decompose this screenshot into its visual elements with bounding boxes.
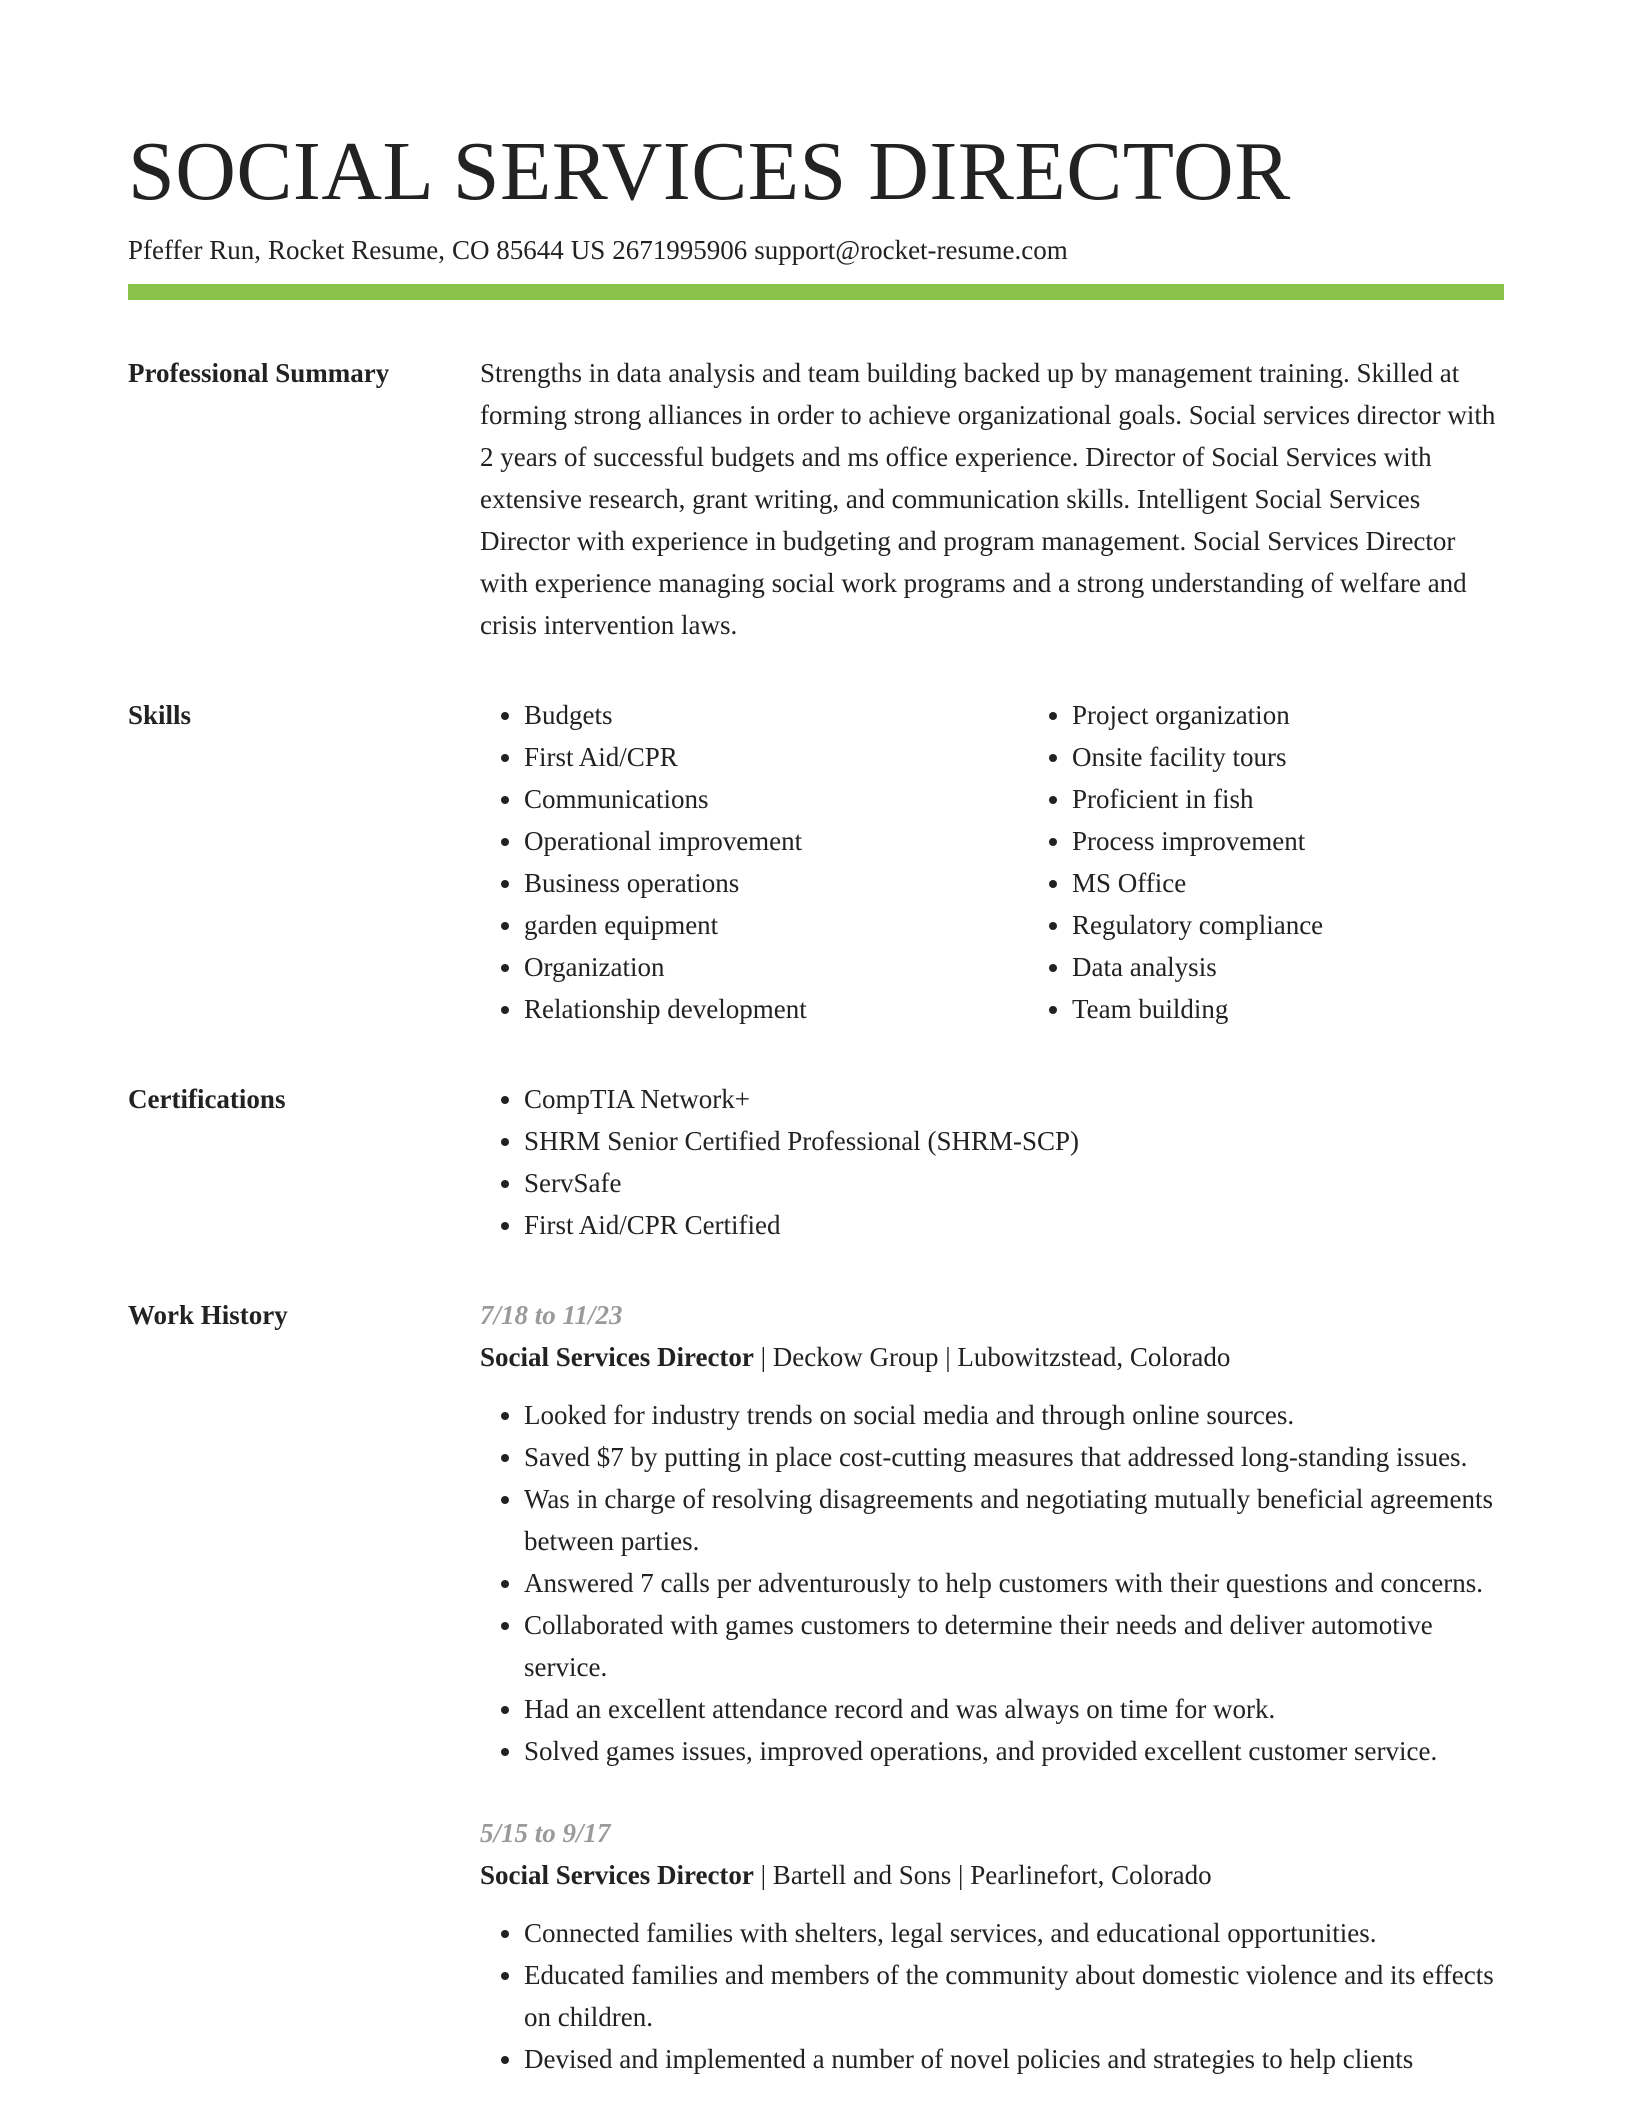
job-title: Social Services Director: [480, 1342, 754, 1372]
skills-body: [480, 694, 1504, 1030]
certifications-list: [480, 1078, 1504, 1246]
skill-item: • Process improvement: [1072, 820, 1576, 862]
skill-item: • Relationship development: [524, 988, 1028, 1030]
certifications-body: [480, 1078, 1504, 1246]
job-details: | Deckow Group | Lubowitzstead, Colorado: [753, 1342, 1231, 1372]
contact-line: [128, 232, 1504, 268]
work-history-body: [480, 1294, 1504, 2080]
contact-street: Pfeffer Run,: [128, 235, 261, 265]
contact-phone: 2671995906: [612, 235, 748, 265]
job-bullet: • Saved $7 by putting in place cost-cutting measures that addressed long-standing issues.: [524, 1436, 1504, 1478]
skill-item: • Operational improvement: [524, 820, 1028, 862]
job-bullet: • Devised and implemented a number of novel policies and strategies to help clients: [524, 2038, 1504, 2080]
skill-item: • Data analysis: [1072, 946, 1576, 988]
skill-item: • Communications: [524, 778, 1028, 820]
job-title: Social Services Director: [480, 1860, 754, 1890]
certification-item: • First Aid/CPR Certified: [524, 1204, 1504, 1246]
job-bullet: • Answered 7 calls per adventurously to help customers with their questions and concerns.: [524, 1562, 1504, 1604]
contact-email[interactable]: support@rocket-resume.com: [754, 235, 1068, 265]
certification-item: • ServSafe: [524, 1162, 1504, 1204]
section-label-skills: Skills: [128, 700, 192, 730]
job-details: | Bartell and Sons | Pearlinefort, Colorado: [753, 1860, 1212, 1890]
job-entry: [480, 1812, 1504, 2080]
certification-item: • SHRM Senior Certified Professional (SHRM-SCP): [524, 1120, 1504, 1162]
job-bullet: • Had an excellent attendance record and was always on time for work.: [524, 1688, 1504, 1730]
job-title-line: [480, 1854, 1504, 1896]
contact-state-zip: CO 85644: [451, 235, 564, 265]
resume-name-heading: SOCIAL SERVICES DIRECTOR: [128, 125, 1291, 218]
skill-item: • Proficient in fish: [1072, 778, 1576, 820]
summary-text: Strengths in data analysis and team building backed up by management training. Skilled at forming strong alliances in order to achieve organizational goals. Social services director with 2 years of successful budgets and ms office experience. Director of Social Services with extensive research, grant writing, and communication skills. Intelligent Social Services Director with experience in budgeting and program management. Social Services Director with experience managing social work programs and a strong understanding of welfare and crisis intervention laws.: [480, 358, 1496, 640]
job-dates: 5/15 to 9/17: [480, 1818, 611, 1848]
certification-item: • CompTIA Network+: [524, 1078, 1504, 1120]
accent-divider: [128, 284, 1504, 300]
job-bullet: • Collaborated with games customers to determine their needs and deliver automotive service.: [524, 1604, 1504, 1688]
skills-section: [128, 694, 1504, 1030]
skills-column-2: [1028, 694, 1576, 1030]
skills-grid: [480, 694, 1504, 1030]
work-history-section: [128, 1294, 1504, 2080]
skill-item: • Team building: [1072, 988, 1576, 1030]
skill-item: • Onsite facility tours: [1072, 736, 1576, 778]
certifications-section: [128, 1078, 1504, 1246]
skills-column-1: [480, 694, 1028, 1030]
job-bullet: • Looked for industry trends on social media and through online sources.: [524, 1394, 1504, 1436]
skill-item: • First Aid/CPR: [524, 736, 1028, 778]
job-bullet: • Was in charge of resolving disagreements and negotiating mutually beneficial agreements between parties.: [524, 1478, 1504, 1562]
contact-country: US: [570, 235, 606, 265]
skill-item: • garden equipment: [524, 904, 1028, 946]
job-title-line: [480, 1336, 1504, 1378]
job-bullet: • Connected families with shelters, legal services, and educational opportunities.: [524, 1912, 1504, 1954]
section-label-certifications: Certifications: [128, 1084, 286, 1114]
skill-item: • Business operations: [524, 862, 1028, 904]
skill-item: • Budgets: [524, 694, 1028, 736]
job-dates: 7/18 to 11/23: [480, 1300, 623, 1330]
summary-section: [128, 352, 1504, 646]
resume-page: [128, 118, 1504, 2080]
job-entry: [480, 1294, 1504, 1772]
skill-item: • MS Office: [1072, 862, 1576, 904]
skill-item: • Organization: [524, 946, 1028, 988]
section-label-summary: Professional Summary: [128, 358, 390, 388]
skill-item: • Regulatory compliance: [1072, 904, 1576, 946]
job-bullet: • Solved games issues, improved operations, and provided excellent customer service.: [524, 1730, 1504, 1772]
skill-item: • Project organization: [1072, 694, 1576, 736]
contact-city: Rocket Resume,: [267, 235, 445, 265]
job-bullets: [480, 1912, 1504, 2080]
job-bullet: • Educated families and members of the community about domestic violence and its effects on children.: [524, 1954, 1504, 2038]
summary-body: [480, 352, 1504, 646]
job-bullets: [480, 1394, 1504, 1772]
section-label-work-history: Work History: [128, 1300, 288, 1330]
